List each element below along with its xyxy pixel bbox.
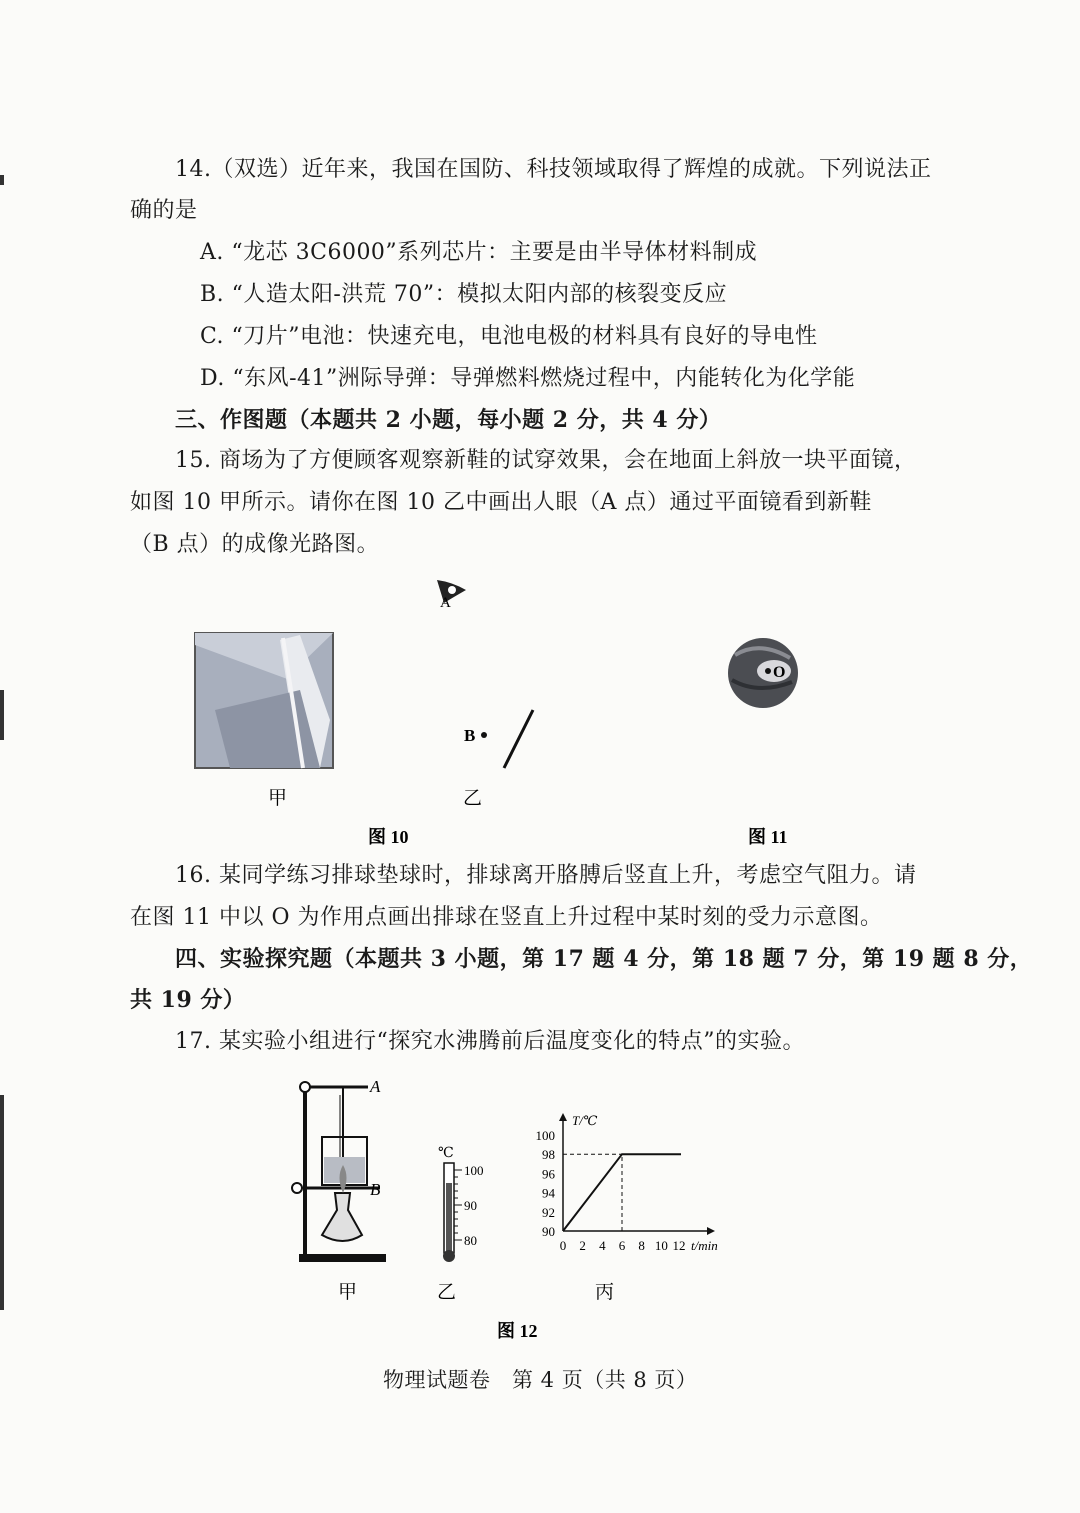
fig11-label-o: O — [773, 664, 786, 681]
y-tick-label: 100 — [535, 1128, 555, 1143]
q15-line-1: 15. 商场为了方便顾客观察新鞋的试穿效果，会在地面上斜放一块平面镜， — [175, 448, 917, 473]
y-axis-label: T/℃ — [572, 1113, 598, 1128]
fig10-label-a: A — [440, 595, 451, 611]
q16-line-2: 在图 11 中以 O 为作用点画出排球在竖直上升过程中某时刻的受力示意图。 — [130, 905, 883, 930]
q15-line-2: 如图 10 甲所示。请你在图 10 乙中画出人眼（A 点）通过平面镜看到新鞋 — [130, 490, 872, 515]
plane-mirror — [504, 710, 533, 768]
x-tick-label: 10 — [654, 1238, 668, 1253]
q14-option-b: B. “人造太阳-洪荒 70”：模拟太阳内部的核裂变反应 — [200, 282, 728, 307]
binding-mark — [0, 175, 4, 185]
temperature-time-chart — [536, 1113, 718, 1253]
thermo-tick-100: 100 — [464, 1163, 484, 1178]
x-tick-label: 0 — [559, 1238, 567, 1253]
figures-10-11 — [0, 570, 1080, 860]
y-axis-arrow — [559, 1113, 567, 1121]
x-axis-label: t/min — [691, 1238, 718, 1253]
y-tick-label: 96 — [542, 1166, 555, 1182]
volleyball-icon — [728, 638, 798, 708]
x-tick-label: 4 — [599, 1238, 606, 1253]
y-tick-label: 90 — [542, 1224, 555, 1239]
x-tick-label: 2 — [579, 1238, 586, 1253]
q14-option-a: A. “龙芯 3C6000”系列芯片：主要是由半导体材料制成 — [200, 240, 758, 265]
section-3-heading: 三、作图题（本题共 2 小题，每小题 2 分，共 4 分） — [175, 407, 722, 433]
q14-line-2: 确的是 — [130, 198, 198, 223]
y-tick-label: 92 — [542, 1204, 555, 1220]
thermo-tick-90: 90 — [464, 1198, 477, 1213]
x-axis-arrow — [707, 1227, 715, 1235]
fig12-label-b: B — [370, 1180, 381, 1199]
page-footer: 物理试题卷 第 4 页（共 8 页） — [383, 1368, 698, 1392]
fig10-label-b: B — [464, 726, 476, 745]
fig12-sub-bing: 丙 — [595, 1282, 615, 1303]
section-4-heading-line-1: 四、实验探究题（本题共 3 小题，第 17 题 4 分，第 18 题 7 分，第 19 题 8 分， — [175, 946, 1033, 972]
q14-line-1: 14.（双选）近年来，我国在国防、科技领域取得了辉煌的成就。下列说法正 — [175, 157, 932, 182]
fig10-caption: 图 10 — [368, 827, 409, 847]
fig10-sub-jia: 甲 — [268, 788, 288, 809]
thermo-tick-80: 80 — [464, 1233, 477, 1248]
y-tick-label: 98 — [542, 1147, 555, 1163]
point-b — [481, 732, 487, 738]
q17-line-1: 17. 某实验小组进行“探究水沸腾前后温度变化的特点”的实验。 — [175, 1029, 805, 1054]
figure-12 — [0, 1065, 1080, 1355]
thermo-unit: ℃ — [438, 1146, 454, 1161]
y-tick-label: 94 — [542, 1185, 555, 1201]
x-tick-label: 8 — [638, 1238, 645, 1253]
q15-line-3: （B 点）的成像光路图。 — [130, 532, 380, 557]
x-tick-label: 12 — [672, 1238, 686, 1253]
fig12-sub-jia: 甲 — [338, 1282, 358, 1303]
thermometer — [438, 1146, 484, 1262]
fig11-caption: 图 11 — [748, 827, 788, 847]
fig12-apparatus — [292, 1082, 385, 1261]
fig12-sub-yi: 乙 — [437, 1282, 457, 1303]
q14-option-d: D. “东风-41”洲际导弹：导弹燃料燃烧过程中，内能转化为化学能 — [200, 366, 856, 391]
q14-option-c: C. “刀片”电池：快速充电，电池电极的材料具有良好的导电性 — [200, 324, 818, 349]
section-4-heading-line-2: 共 19 分） — [130, 987, 246, 1013]
q16-line-1: 16. 某同学练习排球垫球时，排球离开胳膊后竖直上升，考虑空气阻力。请 — [175, 863, 917, 888]
x-tick-label: 6 — [618, 1238, 626, 1253]
fig10-sub-yi: 乙 — [463, 788, 483, 809]
fig12-label-a: A — [370, 1077, 381, 1096]
fig12-caption: 图 12 — [497, 1321, 538, 1341]
fig10-mirror-photo — [195, 633, 333, 768]
